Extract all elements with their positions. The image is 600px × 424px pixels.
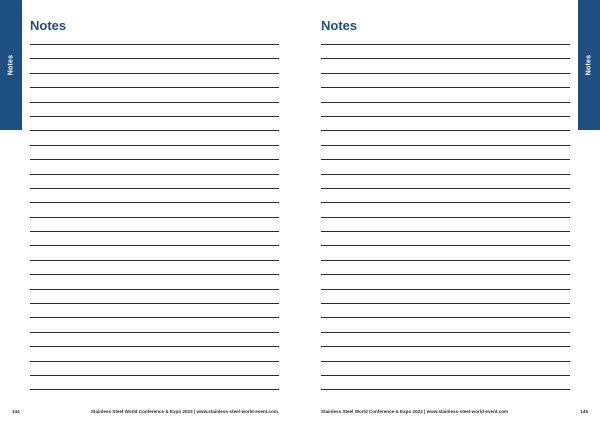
- ruled-line: [30, 174, 279, 188]
- ruled-line: [321, 73, 570, 87]
- page-number: 144: [12, 409, 20, 414]
- section-tab-label: Notes: [585, 54, 593, 76]
- ruled-line: [321, 159, 570, 173]
- ruled-line: [30, 44, 279, 58]
- ruled-line: [30, 130, 279, 144]
- ruled-line: [30, 375, 279, 389]
- ruled-line: [321, 174, 570, 188]
- ruled-line: [30, 389, 279, 403]
- ruled-line: [30, 73, 279, 87]
- section-tab-label: Notes: [7, 54, 15, 76]
- ruled-line: [321, 361, 570, 375]
- page-title: Notes: [321, 18, 358, 33]
- ruled-lines: [30, 44, 279, 404]
- page-footer: Stainless Steel World Conference & Expo 2023 | www.stainless-steel-world-event.com: [90, 409, 278, 414]
- section-tab: [578, 0, 600, 130]
- ruled-line: [30, 102, 279, 116]
- ruled-line: [321, 375, 570, 389]
- ruled-line: [30, 145, 279, 159]
- ruled-line: [321, 289, 570, 303]
- ruled-line: [321, 87, 570, 101]
- ruled-line: [30, 332, 279, 346]
- ruled-line: [30, 188, 279, 202]
- ruled-line: [321, 274, 570, 288]
- page-title: Notes: [30, 18, 67, 33]
- ruled-line: [321, 145, 570, 159]
- ruled-line: [321, 188, 570, 202]
- ruled-line: [321, 245, 570, 259]
- ruled-line: [30, 346, 279, 360]
- ruled-line: [321, 102, 570, 116]
- ruled-line: [30, 159, 279, 173]
- ruled-line: [30, 217, 279, 231]
- ruled-line: [30, 231, 279, 245]
- ruled-line: [321, 202, 570, 216]
- ruled-line: [30, 260, 279, 274]
- ruled-line: [30, 317, 279, 331]
- ruled-line: [321, 346, 570, 360]
- ruled-line: [30, 245, 279, 259]
- ruled-lines: [321, 44, 570, 404]
- ruled-line: [321, 116, 570, 130]
- ruled-line: [30, 87, 279, 101]
- ruled-line: [30, 116, 279, 130]
- ruled-line: [30, 303, 279, 317]
- ruled-line: [30, 289, 279, 303]
- ruled-line: [321, 217, 570, 231]
- section-tab: [0, 0, 22, 130]
- page-footer: Stainless Steel World Conference & Expo 2023 | www.stainless-steel-world-event.com: [321, 409, 509, 414]
- ruled-line: [321, 58, 570, 72]
- ruled-line: [30, 361, 279, 375]
- page-number: 145: [580, 409, 588, 414]
- ruled-line: [321, 303, 570, 317]
- ruled-line: [321, 231, 570, 245]
- ruled-line: [321, 389, 570, 403]
- ruled-line: [30, 58, 279, 72]
- ruled-line: [321, 130, 570, 144]
- right-page: [300, 0, 600, 424]
- ruled-line: [321, 260, 570, 274]
- ruled-line: [30, 202, 279, 216]
- ruled-line: [321, 44, 570, 58]
- ruled-line: [321, 332, 570, 346]
- ruled-line: [30, 274, 279, 288]
- ruled-line: [321, 317, 570, 331]
